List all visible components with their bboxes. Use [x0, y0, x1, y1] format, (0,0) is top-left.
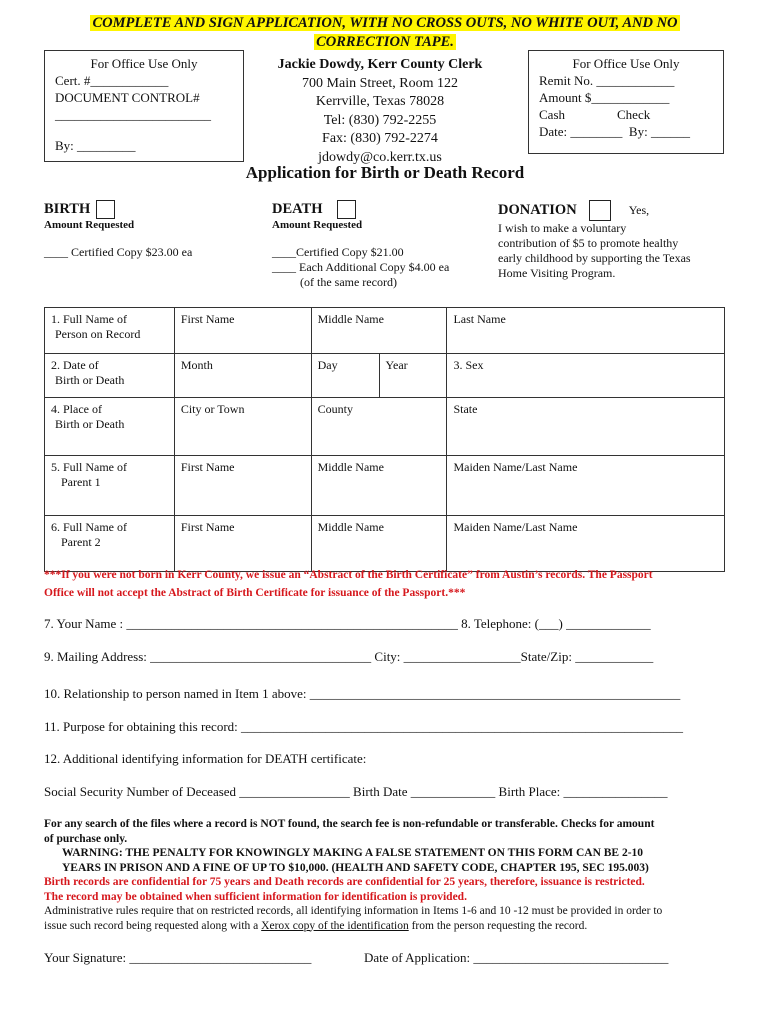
row4-maiden-name[interactable]: Maiden Name/Last Name	[447, 456, 725, 516]
search-fee-line2: of purchase only.	[44, 832, 128, 845]
record-info-table	[44, 307, 725, 572]
mailing-address-field[interactable]: 9. Mailing Address: __________________________________ City: __________________State/Zip: ____________	[44, 649, 654, 664]
xerox-copy-underlined: Xerox copy of the identification	[261, 919, 409, 932]
row3-county[interactable]: County	[311, 398, 447, 456]
ssn-birthdate-birthplace-field[interactable]: Social Security Number of Deceased _________________ Birth Date _____________ Birth Place: ________________	[44, 784, 668, 799]
table-row	[45, 308, 725, 354]
row2-label: 2. Date of Birth or Death	[45, 354, 175, 398]
death-amount-label: Amount Requested	[272, 219, 363, 231]
row5-maiden-name[interactable]: Maiden Name/Last Name	[447, 516, 725, 572]
donation-yes: Yes,	[628, 203, 650, 218]
row4-first-name[interactable]: First Name	[174, 456, 311, 516]
search-fee-line1: For any search of the files where a record is NOT found, the search fee is non-refundable or transferable. Checks for amount	[44, 818, 655, 830]
clerk-address1: 700 Main Street, Room 122	[302, 75, 458, 91]
birth-checkbox[interactable]	[96, 200, 115, 219]
clerk-email: jdowdy@co.kerr.tx.us	[318, 149, 442, 165]
notice-line1: ***If you were not born in Kerr County, we issue an “Abstract of the Birth Certificate” from Austin’s records. The Passport	[44, 569, 653, 581]
row1-first-name[interactable]: First Name	[174, 308, 311, 354]
row5-middle-name[interactable]: Middle Name	[311, 516, 447, 572]
confidential-line2: The record may be obtained when sufficient information for identification is provided.	[44, 890, 467, 903]
row2-day[interactable]: Day	[311, 354, 379, 398]
check-label: Check	[617, 107, 651, 122]
office-use-right-box	[528, 50, 724, 154]
form-title: Application for Birth or Death Record	[245, 163, 525, 182]
donation-text4: Home Visiting Program.	[498, 266, 616, 280]
banner-line2: CORRECTION TAPE.	[316, 34, 454, 50]
clerk-tel: Tel: (830) 792-2255	[323, 112, 437, 128]
row3-state[interactable]: State	[447, 398, 725, 456]
amount-field: Amount $____________	[539, 90, 670, 105]
row5-first-name[interactable]: First Name	[174, 516, 311, 572]
row3-city[interactable]: City or Town	[174, 398, 311, 456]
clerk-address2: Kerrville, Texas 78028	[315, 94, 445, 109]
doc-control-label: DOCUMENT CONTROL#	[55, 90, 200, 105]
table-row	[45, 354, 725, 398]
row4-label: 5. Full Name of Parent 1	[45, 456, 175, 516]
donation-text3: early childhood by supporting the Texas	[498, 251, 691, 265]
row3-label: 4. Place of Birth or Death	[45, 398, 175, 456]
donation-section	[498, 200, 733, 281]
table-row	[45, 456, 725, 516]
warning-line1: WARNING: THE PENALTY FOR KNOWINGLY MAKING A FALSE STATEMENT ON THIS FORM CAN BE 2-10	[62, 847, 644, 859]
death-certified-copy: ____Certified Copy $21.00	[272, 245, 404, 259]
donation-text2: contribution of $5 to promote healthy	[498, 236, 679, 250]
death-same-record: (of the same record)	[300, 275, 397, 289]
death-section	[272, 200, 492, 290]
donation-checkbox[interactable]	[589, 200, 611, 221]
banner-line1: COMPLETE AND SIGN APPLICATION, WITH NO CROSS OUTS, NO WHITE OUT, AND NO	[92, 15, 678, 31]
death-checkbox[interactable]	[337, 200, 356, 219]
confidential-line1: Birth records are confidential for 75 years and Death records are confidential for 25 years, therefore, issuance is restricted.	[44, 876, 645, 888]
office-right-by: By: ______	[628, 124, 690, 139]
table-row	[45, 516, 725, 572]
remit-field: Remit No. ____________	[539, 73, 675, 88]
donation-label: DONATION	[498, 202, 577, 219]
row1-middle-name[interactable]: Middle Name	[311, 308, 447, 354]
office-use-left-box	[44, 50, 244, 162]
cash-label: Cash	[539, 107, 565, 122]
clerk-header	[250, 56, 510, 167]
office-left-by: By: _________	[55, 138, 136, 153]
warning-line2: YEARS IN PRISON AND A FINE OF UP TO $10,000. (HEALTH AND SAFETY CODE, CHAPTER 195, SEC 195.003)	[62, 861, 649, 874]
row2-year[interactable]: Year	[379, 354, 447, 398]
clerk-name: Jackie Dowdy, Kerr County Clerk	[277, 57, 483, 72]
row2-month[interactable]: Month	[174, 354, 311, 398]
death-additional-info-label: 12. Additional identifying information for DEATH certificate:	[44, 751, 367, 766]
clerk-fax: Fax: (830) 792-2274	[322, 131, 438, 146]
row2-sex[interactable]: 3. Sex	[447, 354, 725, 398]
death-additional-copy: ____ Each Additional Copy $4.00 ea	[272, 260, 450, 274]
row1-last-name[interactable]: Last Name	[447, 308, 725, 354]
admin-rules-line2: issue such record being requested along with a Xerox copy of the identification from the person requesting the record.	[44, 919, 588, 932]
table-row	[45, 398, 725, 456]
banner	[70, 14, 700, 52]
row4-middle-name[interactable]: Middle Name	[311, 456, 447, 516]
doc-control-line: ________________________	[55, 107, 211, 122]
admin-rules-line1: Administrative rules require that on restricted records, all identifying information in Items 1-6 and 10 -12 must be provided in order to	[44, 905, 663, 917]
your-name-telephone-field[interactable]: 7. Your Name : ___________________________________________________ 8. Telephone: (___) _____________	[44, 616, 651, 631]
office-right-date: Date: ________	[539, 124, 623, 139]
birth-certified-copy: ____ Certified Copy $23.00 ea	[44, 245, 193, 259]
purpose-field[interactable]: 11. Purpose for obtaining this record: ____________________________________________________________________	[44, 719, 684, 734]
cert-field: Cert. #____________	[55, 73, 169, 88]
row5-label: 6. Full Name of Parent 2	[45, 516, 175, 572]
birth-label: BIRTH	[44, 201, 91, 218]
office-left-title: For Office Use Only	[90, 56, 198, 71]
notice-line2: Office will not accept the Abstract of Birth Certificate for issuance of the Passport.***	[44, 587, 466, 599]
birth-amount-label: Amount Requested	[44, 219, 135, 231]
relationship-field[interactable]: 10. Relationship to person named in Item 1 above: _________________________________________________________	[44, 686, 681, 701]
donation-text1: I wish to make a voluntary	[498, 221, 627, 235]
footer-notice	[44, 817, 734, 933]
signature-field[interactable]: Your Signature: ____________________________	[44, 950, 312, 965]
office-right-title: For Office Use Only	[572, 56, 680, 71]
death-label: DEATH	[272, 201, 323, 218]
application-date-field[interactable]: Date of Application: ______________________________	[364, 950, 669, 965]
row1-label: 1. Full Name of Person on Record	[45, 308, 175, 354]
passport-notice	[44, 566, 734, 602]
birth-section	[44, 200, 274, 260]
